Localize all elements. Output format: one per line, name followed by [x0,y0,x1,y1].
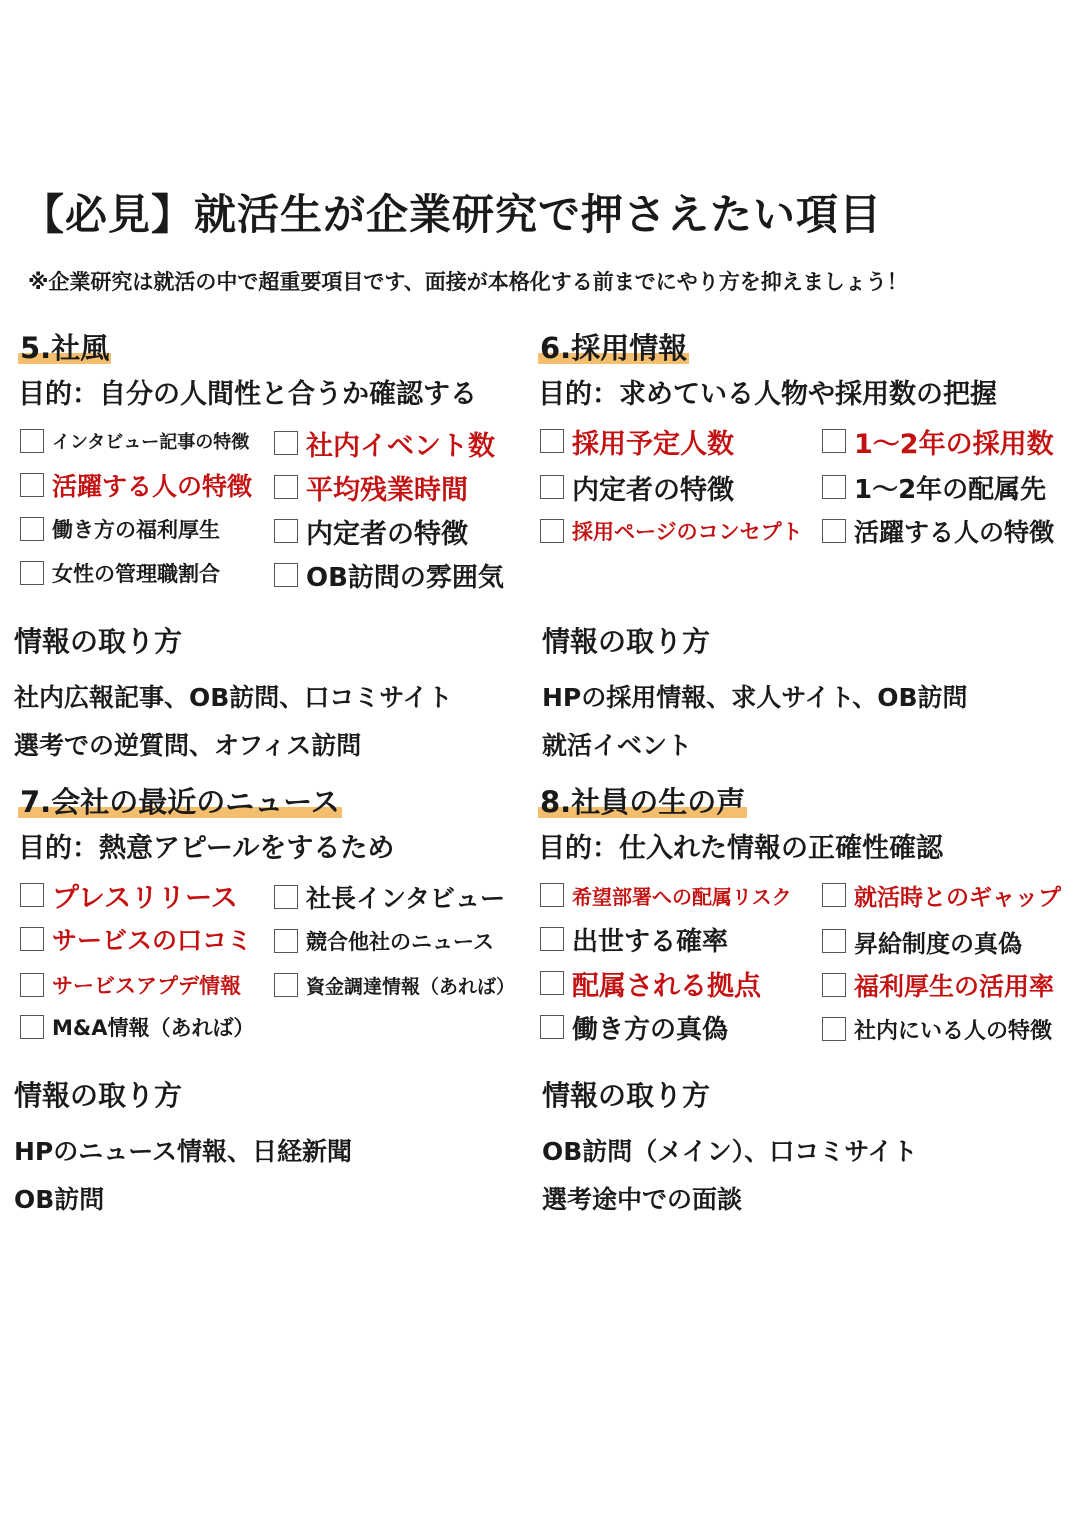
checkbox[interactable] [20,973,44,997]
section-news [18,784,548,1055]
checkbox[interactable] [540,971,564,995]
checklist-item[interactable] [540,1007,728,1047]
checklist-item[interactable] [274,467,468,507]
checklist-label: 採用ページのコンセプト [572,520,803,544]
checkbox[interactable] [540,475,564,499]
checkbox[interactable] [274,563,298,587]
section-heading: 5.社風 [20,331,110,365]
checklist-label: インタビュー記事の特徴 [52,432,250,453]
checklist-item[interactable] [274,877,505,917]
how-line: 就活イベント [542,731,693,760]
checklist-item[interactable] [274,423,495,463]
checklist-item[interactable] [822,921,1022,961]
how-to-get-info-news [14,1074,534,1224]
checkbox[interactable] [274,519,298,543]
checklist-label: 昇給制度の真偽 [854,929,1022,958]
checklist [18,875,548,1055]
checkbox[interactable] [20,517,44,541]
checklist-item[interactable] [540,421,734,461]
checklist [18,421,548,601]
section-heading: 7.会社の最近のニュース [20,785,340,819]
checklist-label: 出世する確率 [572,926,729,957]
checklist-label: 競合他社のニュース [306,930,494,954]
checklist-label: M&A情報（あれば） [52,1016,255,1040]
section-purpose: 目的：仕入れた情報の正確性確認 [538,833,943,864]
how-to-get-info-culture [14,620,534,770]
checklist-label: 資金調達情報（あれば） [306,975,516,998]
checklist-item[interactable] [20,919,252,959]
checkbox[interactable] [274,973,298,997]
section-purpose: 目的：求めている人物や採用数の把握 [538,379,997,410]
how-title: 情報の取り方 [542,1079,711,1112]
checklist-label: 就活時とのギャップ [854,884,1061,911]
checkbox[interactable] [822,519,846,543]
how-line: 選考途中での面談 [542,1185,743,1214]
checklist-item[interactable] [540,467,734,507]
checklist-label: 1〜2年の配属先 [854,474,1047,505]
checkbox[interactable] [822,929,846,953]
checklist-label: 社内にいる人の特徴 [854,1018,1053,1044]
checklist-item[interactable] [20,509,220,549]
checklist-item[interactable] [20,965,241,1005]
checkbox[interactable] [274,475,298,499]
checkbox[interactable] [274,929,298,953]
checkbox[interactable] [540,927,564,951]
checklist-item[interactable] [540,919,728,959]
checklist-item[interactable] [274,511,468,551]
checklist-label: 内定者の特徴 [572,474,734,506]
checklist-item[interactable] [20,421,249,461]
checkbox[interactable] [822,475,846,499]
checklist-label: 働き方の真偽 [572,1014,729,1045]
checkbox[interactable] [540,1015,564,1039]
checkbox[interactable] [20,1015,44,1039]
checklist-item[interactable] [20,1007,254,1047]
checklist-label: 社長インタビュー [306,884,506,913]
page-note: ※企業研究は就活の中で超重要項目です、面接が本格化する前までにやり方を抑えましょう！ [28,270,908,294]
how-title: 情報の取り方 [14,1079,183,1112]
checkbox[interactable] [20,561,44,585]
checkbox[interactable] [274,431,298,455]
checkbox[interactable] [540,883,564,907]
checklist-label: 配属される拠点 [572,970,761,1002]
checklist-item[interactable] [822,511,1054,551]
checklist-item[interactable] [822,875,1061,915]
checklist-label: 1〜2年の採用数 [854,428,1054,460]
checklist-item[interactable] [822,467,1046,507]
how-title: 情報の取り方 [542,625,711,658]
checklist-label: 女性の管理職割合 [52,562,220,586]
checklist-label: 希望部署への配属リスク [572,884,792,909]
checklist-label: 働き方の福利厚生 [52,518,220,542]
section-purpose: 目的：自分の人間性と合うか確認する [18,379,477,410]
how-line: 社内広報記事、OB訪問、口コミサイト [14,683,453,712]
checklist-item[interactable] [540,875,792,915]
section-heading: 8.社員の生の声 [540,785,746,819]
checklist-item[interactable] [20,875,238,915]
checklist [538,421,1068,601]
how-title: 情報の取り方 [14,625,183,658]
section-culture [18,330,548,601]
checklist-label: 内定者の特徴 [306,518,468,550]
checkbox[interactable] [20,473,44,497]
page-title: 【必見】就活生が企業研究で押さえたい項目 [22,190,883,239]
checkbox[interactable] [20,429,44,453]
checklist-label: サービスの口コミ [52,926,253,955]
checklist-item[interactable] [274,555,504,595]
checklist-item[interactable] [822,421,1054,461]
checkbox[interactable] [274,885,298,909]
checklist-label: 福利厚生の活用率 [854,972,1055,1001]
checklist-label: 採用予定人数 [572,428,734,460]
checklist-label: 社内イベント数 [306,430,495,462]
section-recruiting [538,330,1068,601]
how-to-get-info-recruiting [542,620,1062,770]
how-line: HPの採用情報、求人サイト、OB訪問 [542,683,968,712]
how-line: HPのニュース情報、日経新聞 [14,1137,352,1166]
checklist-item[interactable] [822,1009,1052,1049]
checklist-label: OB訪問の雰囲気 [306,562,504,593]
checklist-item[interactable] [274,921,494,961]
checklist-label: プレスリリース [52,882,238,914]
checklist-label: 活躍する人の特徴 [52,472,253,501]
checkbox[interactable] [20,927,44,951]
checklist-item[interactable] [20,465,252,505]
checkbox[interactable] [540,429,564,453]
checklist [538,875,1068,1055]
checklist-item[interactable] [274,965,515,1005]
checklist-label: サービスアプデ情報 [52,974,241,998]
checklist-label: 活躍する人の特徴 [854,518,1055,547]
how-line: 選考での逆質問、オフィス訪問 [14,731,362,760]
checkbox[interactable] [822,1017,846,1041]
checkbox[interactable] [822,883,846,907]
checkbox[interactable] [822,973,846,997]
checklist-item[interactable] [822,965,1054,1005]
section-purpose: 目的：熱意アピールをするため [18,833,395,864]
checklist-item[interactable] [540,963,761,1003]
checkbox[interactable] [20,883,44,907]
section-employee-voice [538,784,1068,1055]
how-line: OB訪問 [14,1185,105,1214]
checkbox[interactable] [822,429,846,453]
checklist-label: 平均残業時間 [306,474,468,506]
checklist-item[interactable] [540,511,803,551]
how-to-get-info-employee-voice [542,1074,1062,1224]
how-line: OB訪問（メイン）、口コミサイト [542,1137,918,1166]
section-heading: 6.採用情報 [540,331,688,365]
checklist-item[interactable] [20,553,220,593]
checkbox[interactable] [540,519,564,543]
